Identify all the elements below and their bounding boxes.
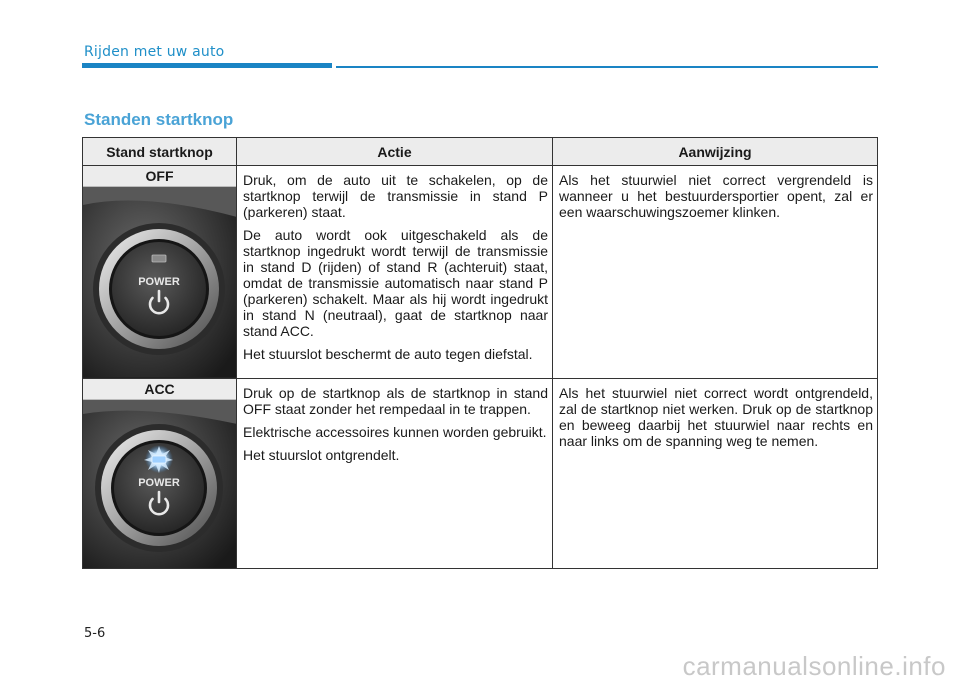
- column-header-note: Aanwijzing: [553, 138, 878, 166]
- position-cell-off: [83, 166, 237, 379]
- page-title: Standen startknop: [84, 110, 234, 129]
- action-text: Elektrische accessoires kunnen worden gebruikt.: [243, 424, 547, 440]
- section-header: Rijden met uw auto: [84, 44, 225, 60]
- watermark: carmanualsonline.info: [682, 651, 946, 681]
- action-text: Druk op de startknop als de startknop in stand OFF staat zonder het rempedaal in te trappen.: [243, 385, 548, 417]
- page-number: 5-6: [84, 626, 106, 641]
- action-text: Druk, om de auto uit te schakelen, op de startknop terwijl de transmissie in stand P (parkeren) staat.: [243, 172, 548, 220]
- column-header-action: Actie: [237, 138, 553, 166]
- position-cell-acc: [83, 379, 237, 569]
- action-text: De auto wordt ook uitgeschakeld als de startknop ingedrukt wordt terwijl de transmissie in stand D (rijden) of stand R (achteruit) staat, omdat de transmissie automatisch naar stand P (parkeren) schakelt. Maar als hij wordt ingedrukt in stand N (neutraal), gaat de startknop naar stand ACC.: [243, 227, 548, 339]
- action-text: Het stuurslot ontgrendelt.: [243, 447, 400, 463]
- note-text: Als het stuurwiel niet correct wordt ontgrendeld, zal de startknop niet werken. Druk op de startknop en beweeg daarbij het stuurwiel naar rechts en naar links om de spanning weg te nemen.: [559, 385, 873, 449]
- table-header-row: [83, 138, 878, 166]
- note-cell-off: [553, 166, 878, 379]
- indicator-led-icon: [152, 255, 166, 262]
- column-header-position: Stand startknop: [83, 138, 237, 166]
- note-cell-acc: [553, 379, 878, 569]
- header-rule-thick: [82, 63, 332, 68]
- note-text: Als het stuurwiel niet correct vergrendeld is wanneer u het bestuurdersportier opent, zal er een waarschuwingszoemer klinken.: [559, 172, 873, 220]
- table-row-off: [83, 166, 878, 379]
- power-label: POWER: [138, 477, 180, 489]
- action-cell-acc: [237, 379, 553, 569]
- start-button-photo-acc: [83, 400, 236, 568]
- action-cell-off: [237, 166, 553, 379]
- table-row-acc: [83, 379, 878, 569]
- header-rule-thin: [336, 66, 878, 68]
- power-label: POWER: [138, 276, 180, 288]
- button-positions-table: [82, 137, 878, 569]
- start-button-photo-off: [83, 187, 236, 377]
- action-text: Het stuurslot beschermt de auto tegen diefstal.: [243, 346, 533, 362]
- position-label-off: OFF: [83, 166, 236, 187]
- position-label-acc: ACC: [83, 379, 236, 400]
